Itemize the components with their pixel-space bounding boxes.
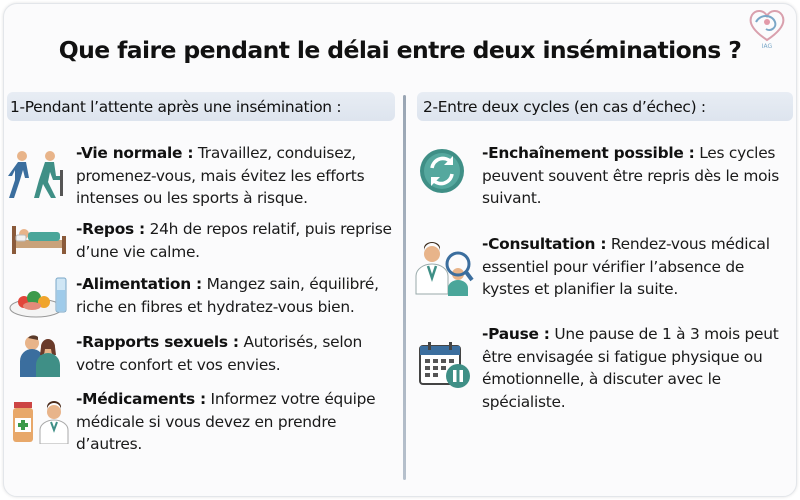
item-text: -Pause : Une pause de 1 à 3 mois peut être envisagée si fatigue physique ou émotionnelle, à discuter avec le spécialiste. (482, 325, 779, 411)
item-text: -Vie normale : Travaillez, conduisez, promenez-vous, mais évitez les efforts intenses ou les sports à risque. (76, 144, 365, 207)
page-title: Que faire pendant le délai entre deux inséminations ? (58, 36, 742, 64)
clinic-logo-icon (742, 2, 792, 50)
item-text: -Alimentation : Mangez sain, équilibré, riche en fibres et hydratez-vous bien. (76, 275, 379, 316)
doctor-consultation-icon (414, 240, 474, 296)
medication-icon (10, 400, 70, 444)
calendar-pause-icon (418, 340, 472, 390)
svg-text:IAG: IAG (761, 43, 773, 50)
bed-rest-icon (10, 220, 68, 256)
item-text: -Médicaments : Informez votre équipe médicale si vous devez en prendre d’autres. (76, 390, 376, 453)
item-text: -Enchaînement possible : Les cycles peuvent souvent être repris dès le mois suivant. (482, 144, 780, 207)
healthy-food-icon (8, 276, 70, 320)
cycle-arrows-icon (419, 148, 465, 194)
section-heading-between-cycles: 2-Entre deux cycles (en cas d’échec) : (417, 92, 793, 121)
couple-icon (14, 333, 68, 377)
walking-people-icon (8, 148, 70, 200)
item-text: -Repos : 24h de repos relatif, puis reprise d’une vie calme. (76, 220, 392, 261)
item-text: -Rapports sexuels : Autorisés, selon votre confort et vos envies. (76, 333, 363, 374)
item-text: -Consultation : Rendez-vous médical essentiel pour vérifier l’absence de kystes et planifier la suite. (482, 235, 770, 298)
column-divider (403, 95, 406, 480)
section-heading-waiting: 1-Pendant l’attente après une insémination : (7, 92, 395, 121)
